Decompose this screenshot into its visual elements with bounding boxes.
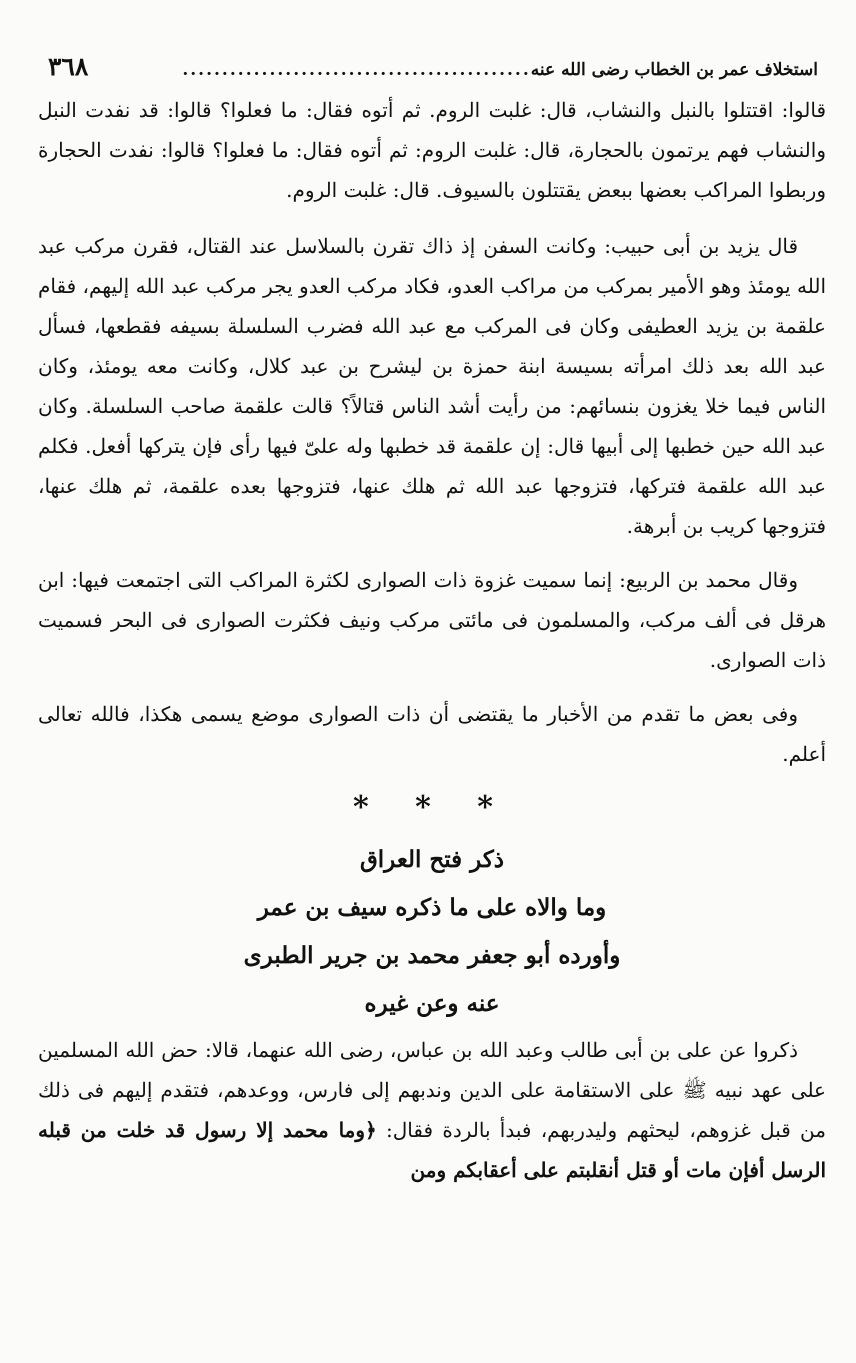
asterism-separator: * * * [353,790,511,825]
paragraph-battle-report: قالوا: اقتتلوا بالنبل والنشاب، قال: غلبت الروم. ثم أتوه فقال: ما فعلوا؟ قالوا: قد نفدت النبل والنشاب فهم يرتمون بالحجارة، قال: غلبت الروم: ثم أتوه فقال: ما فعلوا؟ قالوا: نفدت الحجارة وربطوا المراكب بعضها ببعض يقتتلون بالسيوف. قال: غلبت الروم. [38,98,826,202]
paragraph-yazid-narration: قال يزيد بن أبى حبيب: وكانت السفن إذ ذاك تقرن بالسلاسل عند القتال، فقرن مركب عبد الله يومئذ وهو الأمير بمركب من مراكب العدو، فكاد مركب العدو يجر مركب عبد الله إليهم، فقام علقمة بن يزيد العطيفى وكان فى المركب مع عبد الله فضرب السلسلة بسيفه فقطعها، فسأل عبد الله بعد ذلك امرأته بسيسة ابنة حمزة بن ليشرح بن عبد كلال، وكانت معه يومئذ، وكان الناس فيما خلا يغزون بنسائهم: من رأيت أشد الناس قتالاً؟ قالت علقمة صاحب السلسلة. وكان عبد الله حين خطبها إلى أبيها قال: إن علقمة قد خطبها وله علىّ فيها رأى فإن يتركها أفعل. فكلم عبد الله علقمة فتركها، فتزوجها عبد الله ثم هلك عنها، فتزوجها بعده علقمة، ثم هلك عنها، فتزوجها كريب بن أبرهة. [38,234,826,538]
section-heading-line: ذكر فتح العراق [359,846,505,873]
running-title: استخلاف عمر بن الخطاب رضى الله عنه [530,60,818,80]
paragraph-iraq-text: ذكروا عن على بن أبى طالب وعبد الله بن عباس، رضى الله عنهما، قالا: حض الله المسلمين على عهد نبيه ﷺ على الاستقامة على الدين وندبهم إلى فارس، ووعدهم، فتقدم إليهم فى ذلك من قبل غزوهم، ليحثهم وليدربهم، فبدأ بالردة فقال: [38,1038,826,1142]
paragraph-muhammad-narration: وقال محمد بن الربيع: إنما سميت غزوة ذات الصوارى لكثرة المراكب التى اجتمعت فيها: ابن هرقل فى ألف مركب، والمسلمون فى مائتى مركب ونيف فكثرت الصوارى فى البحر فسميت ذات الصوارى. [38,568,826,672]
section-heading-line: وأورده أبو جعفر محمد بن جرير الطبرى [243,942,621,969]
page-header [38,52,826,82]
page-number: ٣٦٨ [48,52,89,81]
header-dot-leader: ............................................ [182,60,531,80]
book-page [38,52,826,1190]
section-heading-line: عنه وعن غيره [364,990,500,1017]
paragraph-location-note: وفى بعض ما تقدم من الأخبار ما يقتضى أن ذات الصوارى موضع يسمى هكذا، فالله تعالى أعلم. [38,702,826,766]
quran-quote: ﴿وما محمد إلا رسول قد خلت من قبله الرسل أفإن مات أو قتل أنقلبتم على أعقابكم ومن [38,1118,826,1182]
section-heading-line: وما والاه على ما ذكره سيف بن عمر [257,894,607,921]
paragraph-iraq-conquest [38,1030,826,1190]
section-heading [38,836,826,1028]
